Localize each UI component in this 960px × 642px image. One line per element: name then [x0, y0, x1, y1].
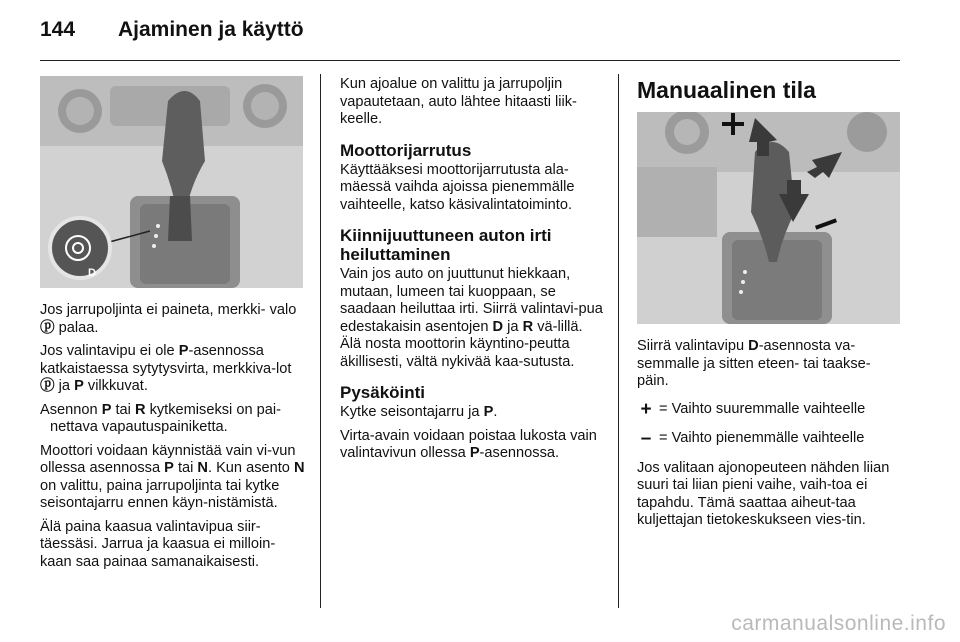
paragraph: Kytke seisontajarru ja P.: [340, 404, 498, 420]
paragraph: Vain jos auto on juuttunut hiekkaan, mutaan, lumeen tai kuoppaan, se saadaan heiluttaa irti. Siirrä valintavi-pua edestakaisin asentojen D ja R vä-lillä. Älä nosta moottorin käyntino-peutta äkillisesti, vältä nykivää kaa-sutusta.: [340, 266, 603, 370]
legend-downshift: – = Vaihto pienemmälle vaihteelle: [637, 430, 902, 448]
header-divider: [40, 60, 900, 61]
section-heading-engine-braking: Moottorijarrutus: [340, 140, 472, 160]
chapter-title: Ajaminen ja käyttö: [118, 18, 304, 41]
column-3: [637, 76, 902, 536]
paragraph: Jos valintavipu ei ole P-asennossa katkaistaessa sytytysvirta, merkkiva-lot ⓟ ja P vilkkuvat.: [40, 343, 292, 394]
manual-mode-illustration: [637, 112, 900, 324]
column-1: [40, 76, 305, 577]
page-header: [40, 18, 900, 58]
paragraph: Jos valitaan ajonopeuteen nähden liian suuri tai liian pieni vaihe, vaih-toa ei tapahdu. Tämä saattaa aiheut-taa kuljettajan tietokeskukseen vies-tin.: [637, 459, 890, 528]
paragraph: Siirrä valintavipu D-asennosta va-semmalle ja sitten eteen- tai taakse-päin.: [637, 338, 871, 389]
paragraph: Asennon P tai R kytkemiseksi on pai-nettava vapautuspainiketta.: [40, 401, 281, 435]
paragraph: Virta-avain voidaan poistaa lukosta vain valintavivun ollessa P-asennossa.: [340, 427, 597, 461]
plus-icon: +: [640, 398, 652, 420]
column-divider-1: [320, 74, 321, 608]
brake-warning-icon: ⓟ: [40, 319, 55, 336]
section-heading-parking: Pysäköinti: [340, 383, 426, 402]
column-divider-2: [618, 74, 619, 608]
page-number: 144: [40, 18, 76, 41]
position-marker-d: D: [88, 267, 96, 279]
gear-selector-illustration: [40, 76, 303, 288]
brake-warning-icon: ⓟ: [40, 378, 55, 394]
section-title-manual-mode: Manuaalinen tila: [637, 77, 816, 103]
watermark: carmanualsonline.info: [731, 612, 946, 635]
paragraph: Kun ajoalue on valittu ja jarrupoljin vapautetaan, auto lähtee hitaasti liik-keelle.: [340, 76, 577, 127]
paragraph: Käyttääksesi moottorijarrutusta ala-mäessä vaihda ajoissa pienemmälle vaihteelle, katso käsivalintatoiminto.: [340, 161, 575, 213]
paragraph: Moottori voidaan käynnistää vain vi-vun ollessa asennossa P tai N. Kun asento N on valittu, paina jarrupoljinta tai kytke seisontajarru ennen käyn-nistämistä.: [40, 442, 305, 511]
paragraph: Älä paina kaasua valintavipua siir-täessäsi. Jarrua ja kaasua ei milloin-kaan saa painaa samanaikaisesti.: [40, 518, 276, 570]
legend-upshift: + = Vaihto suuremmalle vaihteelle: [637, 401, 902, 419]
minus-icon: –: [640, 428, 652, 449]
section-heading-rocking-free: Kiinnijuuttuneen auton irti heiluttaminen: [340, 226, 552, 264]
paragraph: Jos jarrupoljinta ei paineta, merkki- valo ⓟ palaa.: [40, 302, 297, 336]
column-2: [340, 76, 605, 469]
